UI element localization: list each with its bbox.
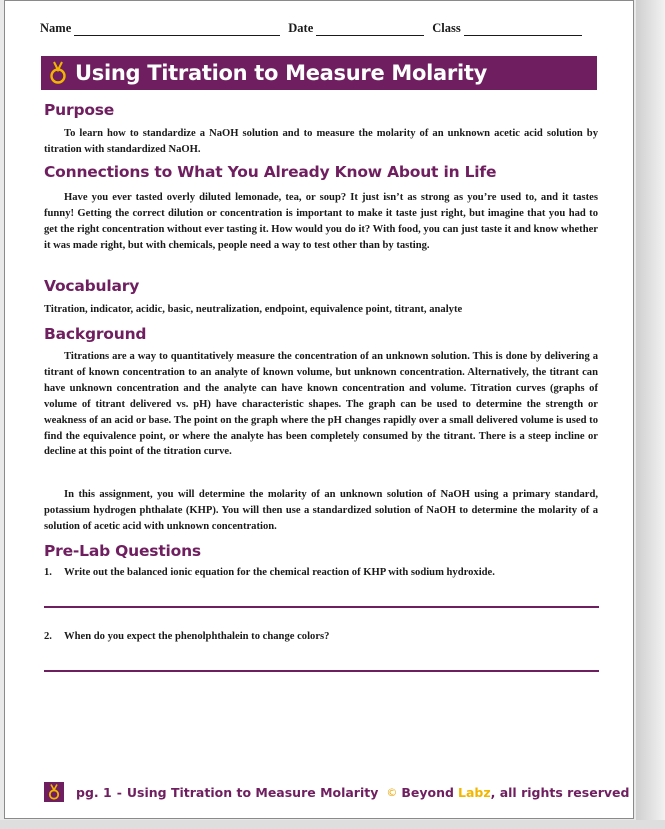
prelab-question-2 <box>44 631 329 642</box>
page-shadow <box>636 0 665 829</box>
name-label: Name <box>40 21 72 35</box>
title-banner <box>41 56 597 90</box>
answer-line-2[interactable] <box>44 670 599 672</box>
background-heading: Background <box>44 325 147 343</box>
page-bottom-shadow <box>0 820 665 829</box>
date-label: Date <box>288 21 314 35</box>
date-line <box>316 22 424 36</box>
background-paragraph-2: In this assignment, you will determine the molarity of an unknown solution of NaOH using a primary standard, potassium hydrogen phthalate (KHP). You will then use a standardized solution of NaOH to determine the molarity of a solution of acetic acid with unknown concentration. <box>44 489 598 532</box>
purpose-text: To learn how to standardize a NaOH solution and to measure the molarity of an unknown acetic acid solution by titration with standardized NaOH. <box>44 128 598 155</box>
answer-line-1[interactable] <box>44 606 599 608</box>
connections-text: Have you ever tasted overly diluted lemonade, tea, or soup? It just isn’t as strong as you’re used to, and it tastes funny! Getting the correct dilution or concentration is important to make it taste just right, but imagine that you had to get the right concentration without ever tasting it. How would you do it? With food, you can just taste it and know whether it was made right, but with chemicals, people need a way to test other than by tasting. <box>44 192 598 251</box>
vocabulary-text: Titration, indicator, acidic, basic, neutralization, endpoint, equivalence point, titrant, analyte <box>44 304 463 315</box>
footer-rights: , all rights reserved <box>490 784 630 800</box>
question-number: 2. <box>44 631 52 642</box>
footer-title: Using Titration to Measure Molarity <box>126 784 379 800</box>
page-footer <box>44 781 629 803</box>
prelab-heading: Pre-Lab Questions <box>44 542 201 560</box>
medal-icon <box>41 61 75 85</box>
footer-page-number: pg. 1 <box>76 784 112 800</box>
copyright-icon: © <box>386 785 398 799</box>
purpose-heading: Purpose <box>44 101 115 119</box>
footer-separator: - <box>116 784 122 800</box>
question-text: Write out the balanced ionic equation for the chemical reaction of KHP with sodium hydroxide. <box>64 567 495 578</box>
medal-icon <box>44 782 64 802</box>
name-line <box>74 22 280 36</box>
connections-heading: Connections to What You Already Know About in Life <box>44 163 497 181</box>
background-paragraph-1: Titrations are a way to quantitatively measure the concentration of an unknown solution. This is done by delivering a titrant of known concentration to an analyte of known volume, but unknown concentration. Alternatively, the titrant can have unknown concentration and the analyte can have known concentration and volume. Titration curves (graphs of volume of titrant delivered vs. pH) have characteristic shapes. The graph can be used to determine the strength or weakness of an acid or base. The point on the graph where the pH changes rapidly over a small delivered volume is used to find the equivalence point, or where the analyte has been completely consumed by the titrant. There is a steep incline or decline at this point of the titration curve. <box>44 351 598 458</box>
student-info-row <box>40 16 600 36</box>
question-number: 1. <box>44 567 52 578</box>
prelab-question-1 <box>44 567 495 578</box>
vocabulary-heading: Vocabulary <box>44 277 140 295</box>
question-text: When do you expect the phenolphthalein to change colors? <box>64 631 330 642</box>
class-label: Class <box>432 21 461 35</box>
class-line <box>464 22 582 36</box>
page-title: Using Titration to Measure Molarity <box>75 61 487 85</box>
footer-brand-part2: Labz <box>457 784 491 800</box>
footer-brand-part1: Beyond <box>401 784 454 800</box>
